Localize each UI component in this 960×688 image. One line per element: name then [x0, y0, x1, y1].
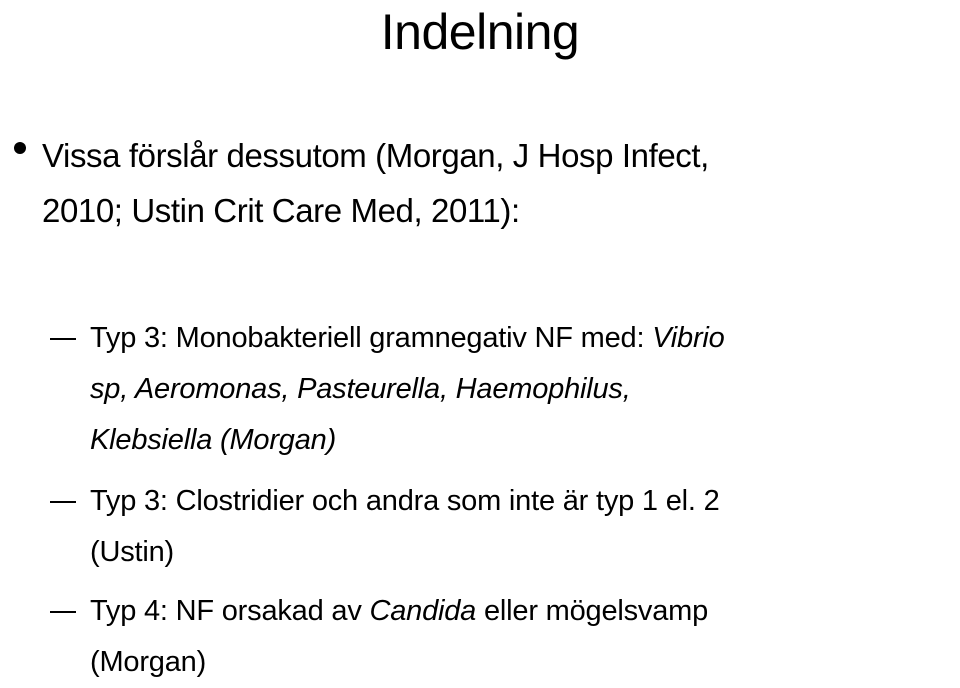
sub-bullet-text — [90, 586, 960, 688]
main-bullet-line-1: Vissa förslår dessutom (Morgan, J Hosp Infect, — [42, 137, 709, 174]
sub-bullet-line — [90, 586, 960, 637]
sub-bullet-text — [90, 313, 960, 466]
sub-bullet-italic-text: Candida — [369, 595, 477, 627]
sub-bullet-line: (Ustin) — [90, 536, 174, 568]
dash-icon — [50, 611, 76, 613]
sub-bullet-line — [90, 313, 960, 364]
sub-bullet-line: sp, Aeromonas, Pasteurella, Haemophilus, — [90, 373, 631, 405]
sub-bullet-normal-text: Typ 3: Monobakteriell gramnegativ NF med: — [90, 322, 653, 354]
sub-bullet-normal-text: eller mögelsvamp — [476, 595, 709, 627]
sub-bullet-normal-text: Typ 4: NF orsakad av — [90, 595, 370, 627]
sub-bullet-text — [90, 476, 960, 578]
bullet-dot-icon — [14, 142, 26, 154]
slide-title: Indelning — [380, 4, 580, 60]
dash-icon — [50, 501, 76, 503]
main-bullet-text — [42, 128, 942, 238]
dash-icon — [50, 338, 76, 340]
main-bullet-line-2: 2010; Ustin Crit Care Med, 2011): — [42, 192, 520, 229]
sub-bullet-line: (Morgan) — [90, 646, 207, 678]
sub-bullet-line: Klebsiella (Morgan) — [90, 424, 337, 456]
sub-bullet-italic-text: Vibrio — [652, 322, 725, 354]
sub-bullet-line: Typ 3: Clostridier och andra som inte är typ 1 el. 2 — [90, 485, 720, 517]
